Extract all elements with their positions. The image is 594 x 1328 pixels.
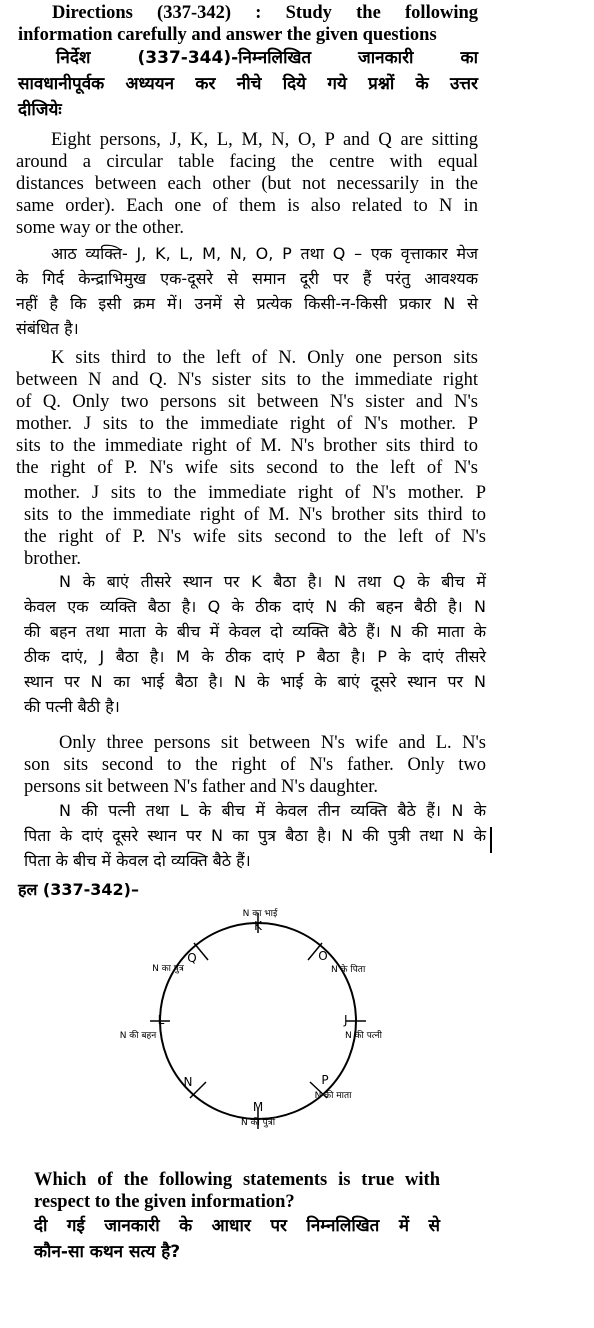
person-label: M	[252, 1100, 264, 1114]
text-line: सावधानीपूर्वक अध्ययन कर नीचे दिये गये प्रश्नों के उत्तर	[18, 74, 478, 94]
text-line: केवल एक व्यक्ति बैठा है। Q के ठीक दाएं N की बहन बैठी है। N	[24, 597, 486, 616]
text-line: mother. J sits to the immediate right of N's mother. P	[24, 483, 486, 503]
text-line: नहीं है कि इसी क्रम में। उनमें से प्रत्येक किसी-न-किसी प्रकार N से	[16, 294, 478, 313]
solution-heading: हल (337-342)–	[18, 880, 139, 899]
text-line: पिता के बीच में केवल दो व्यक्ति बैठे हैं।	[24, 851, 251, 870]
text-line: the right of P. N's wife sits second to the left of N's	[24, 527, 486, 547]
text-line: पिता के दाएं दूसरे स्थान पर N का पुत्र बैठा है। N की पुत्री तथा N के	[24, 826, 486, 845]
text-line: की बहन तथा माता के बीच में केवल दो व्यक्ति बैठे हैं। N की माता के	[24, 622, 486, 641]
text-line: Only three persons sit between N's wife and L. N's	[59, 733, 486, 753]
paragraph-clues-english-repeat	[24, 482, 486, 570]
paragraph-clues-hindi	[24, 569, 486, 719]
text-line: of Q. Only two persons sit between N's sister and N's	[16, 392, 478, 412]
text-line: की पत्नी बैठी है।	[24, 697, 120, 716]
text-line: between N and Q. N's sister sits to the immediate right	[16, 370, 478, 390]
text-line: respect to the given information?	[34, 1192, 295, 1212]
text-cursor	[490, 827, 492, 853]
text-line: mother. J sits to the immediate right of N's mother. P	[16, 414, 478, 434]
text-line: distances between each other (but not necessarily in the	[16, 174, 478, 194]
text-line: sits to the immediate right of M. N's brother sits third to	[24, 505, 486, 525]
person-label: O	[318, 949, 328, 963]
text-line: के गिर्द केन्द्राभिमुख एक-दूसरे से समान दूरी पर हैं परंतु आवश्यक	[16, 269, 478, 288]
relation-label: N का पुत्र	[152, 964, 184, 974]
text-line: persons sit between N's father and N's daughter.	[24, 777, 378, 797]
paragraph-clues-english	[16, 347, 478, 479]
text-line: निर्देश (337-344)-निम्नलिखित जानकारी का	[56, 48, 478, 68]
text-line: दीजियेः	[18, 100, 62, 120]
text-line: संबंधित है।	[16, 319, 79, 338]
paragraph-family-english	[24, 732, 486, 798]
paragraph-family-hindi	[24, 798, 486, 873]
relation-label: N की माता	[314, 1091, 352, 1101]
text-line: information carefully and answer the given questions	[18, 25, 437, 45]
text-line: brother.	[24, 549, 82, 569]
relation-label: N का भाई	[242, 909, 278, 919]
person-label: J	[344, 1013, 348, 1027]
question-english	[34, 1169, 440, 1213]
text-line: Directions (337-342) : Study the following	[52, 3, 478, 23]
directions-english	[18, 2, 478, 46]
person-label: Q	[187, 951, 197, 965]
relation-label: N की पत्नी	[345, 1031, 382, 1041]
text-line: the right of P. N's wife sits second to the left of N's	[16, 458, 478, 478]
person-label: N	[183, 1075, 193, 1089]
paragraph-seating-intro-english	[16, 129, 478, 239]
directions-hindi	[18, 45, 478, 123]
question-hindi	[34, 1213, 440, 1265]
relation-label: N की बहन	[119, 1031, 157, 1041]
text-line: N के बाएं तीसरे स्थान पर K बैठा है। N तथा Q के बीच में	[59, 572, 486, 591]
seating-diagram	[0, 900, 594, 1140]
person-label: L	[157, 1013, 165, 1027]
text-line: स्थान पर N का भाई बैठा है। N के भाई के बाएं दूसरे स्थान पर N	[24, 672, 486, 691]
text-line: Eight persons, J, K, L, M, N, O, P and Q are sitting	[51, 130, 478, 150]
paragraph-seating-intro-hindi	[16, 241, 478, 341]
text-line: कौन-सा कथन सत्य है?	[34, 1242, 181, 1262]
text-line: K sits third to the left of N. Only one person sits	[51, 348, 478, 368]
text-line: son sits second to the right of N's father. Only two	[24, 755, 486, 775]
person-label: P	[321, 1073, 329, 1087]
text-line: sits to the immediate right of M. N's brother sits third to	[16, 436, 478, 456]
text-line: around a circular table facing the centre with equal	[16, 152, 478, 172]
text-line: Which of the following statements is true with	[34, 1170, 440, 1190]
text-line: आठ व्यक्ति- J, K, L, M, N, O, P तथा Q – एक वृत्ताकार मेज	[51, 244, 478, 263]
relation-label: N की पुत्री	[240, 1118, 276, 1128]
text-line: same order). Each one of them is also related to N in	[16, 196, 478, 216]
text-line: N की पत्नी तथा L के बीच में केवल तीन व्यक्ति बैठे हैं। N के	[59, 801, 486, 820]
relation-label: N के पिता	[331, 965, 366, 975]
text-line: दी गई जानकारी के आधार पर निम्नलिखित में से	[34, 1216, 440, 1236]
text-line: ठीक दाएं, J बैठा है। M के ठीक दाएं P बैठा है। P के दाएं तीसरे	[24, 647, 486, 666]
person-label: K	[254, 919, 262, 933]
text-line: some way or the other.	[16, 218, 184, 238]
